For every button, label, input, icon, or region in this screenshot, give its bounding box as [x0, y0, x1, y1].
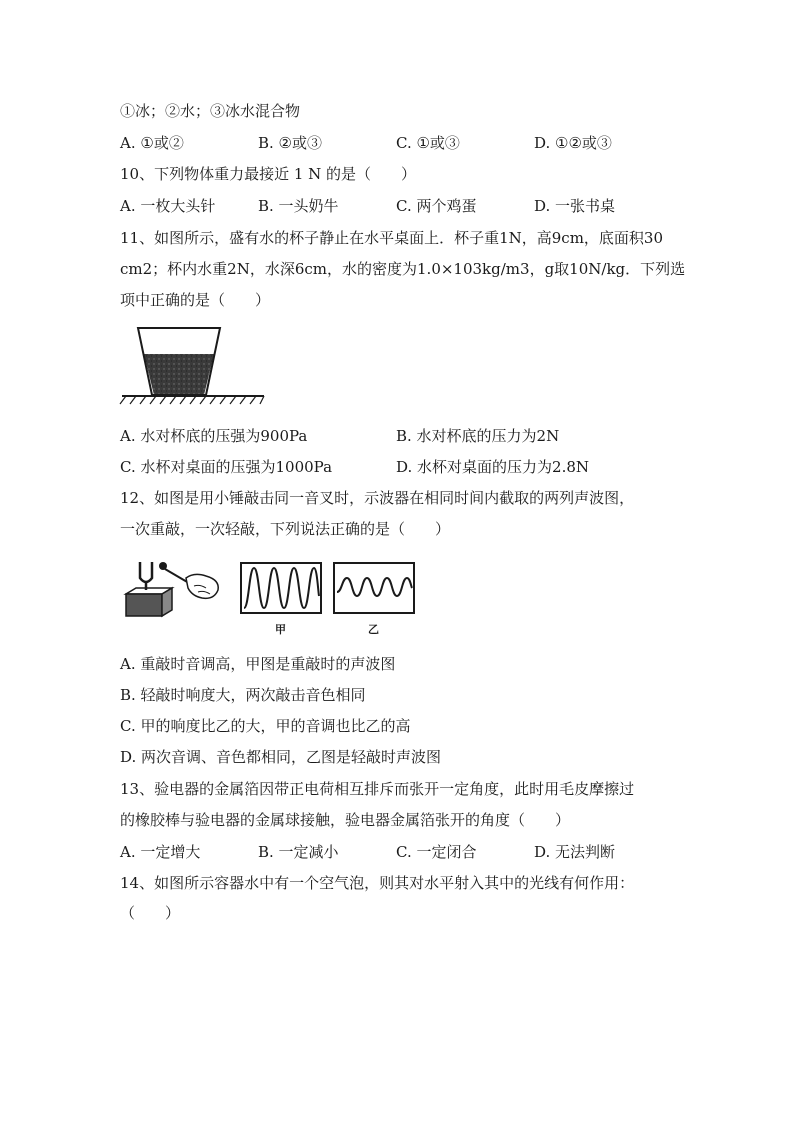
q12-option-d: D. 两次音调、音色都相同，乙图是轻敲时声波图 — [120, 748, 442, 766]
q10-option-d: D. 一张书桌 — [534, 197, 616, 215]
q11-option-b: B. 水对杯底的压力为2N — [396, 427, 560, 445]
q12-stem-line-2: 一次重敲，一次轻敲，下列说法正确的是（ ） — [120, 520, 451, 538]
q14-stem-line-1: 14、如图所示容器水中有一个空气泡，则其对水平射入其中的光线有何作用： — [120, 874, 635, 892]
q13-option-b: B. 一定减小 — [258, 843, 339, 861]
q13-stem-line-1: 13、验电器的金属箔因带正电荷相互排斥而张开一定角度，此时用毛皮摩擦过 — [120, 780, 635, 798]
q13-option-a: A. 一定增大 — [120, 843, 201, 861]
q13-stem-line-2: 的橡胶棒与验电器的金属球接触，验电器金属箔张开的角度（ ） — [120, 811, 571, 829]
caption-yi: 乙 — [368, 623, 379, 636]
q13-option-d: D. 无法判断 — [534, 843, 616, 861]
waveform-jia — [240, 562, 322, 614]
q11-option-a: A. 水对杯底的压强为900Pa — [120, 427, 308, 445]
resonance-box — [126, 594, 162, 616]
table-hatching — [120, 396, 264, 404]
q9-option-c: C. ①或③ — [396, 134, 460, 152]
q9-materials: ①冰；②水；③冰水混合物 — [120, 102, 301, 120]
tuning-fork-figure — [120, 556, 224, 620]
q11-option-c: C. 水杯对桌面的压强为1000Pa — [120, 458, 333, 476]
q12-option-b: B. 轻敲时响度大，两次敲击音色相同 — [120, 686, 366, 704]
q11-stem-line-1: 11、如图所示，盛有水的杯子静止在水平桌面上．杯子重1N，高9cm，底面积30 — [120, 229, 664, 247]
q10-option-c: C. 两个鸡蛋 — [396, 197, 477, 215]
q10-option-a: A. 一枚大头针 — [120, 197, 216, 215]
q9-option-d: D. ①②或③ — [534, 134, 612, 152]
q13-option-c: C. 一定闭合 — [396, 843, 477, 861]
q9-option-a: A. ①或② — [120, 134, 184, 152]
q11-stem-line-2: cm2；杯内水重2N，水深6cm，水的密度为1.0×103kg/m3，g取10N/kg．下列选 — [120, 260, 686, 278]
q10-option-b: B. 一头奶牛 — [258, 197, 339, 215]
q12-stem-line-1: 12、如图是用小锤敲击同一音叉时，示波器在相同时间内截取的两列声波图， — [120, 489, 635, 507]
q11-stem-line-3: 项中正确的是（ ） — [120, 291, 271, 309]
tuning-fork — [140, 562, 152, 582]
caption-jia: 甲 — [275, 623, 286, 636]
q9-option-b: B. ②或③ — [258, 134, 323, 152]
cup-on-table-figure — [118, 328, 268, 408]
q11-option-d: D. 水杯对桌面的压力为2.8N — [396, 458, 590, 476]
q14-stem-line-2: （ ） — [120, 904, 181, 922]
q12-option-a: A. 重敲时音调高，甲图是重敲时的声波图 — [120, 655, 396, 673]
q12-option-c: C. 甲的响度比乙的大，甲的音调也比乙的高 — [120, 717, 411, 735]
cup-water — [144, 354, 214, 395]
q10-stem: 10、下列物体重力最接近 1 N 的是（ ） — [120, 165, 417, 183]
waveform-yi — [333, 562, 415, 614]
